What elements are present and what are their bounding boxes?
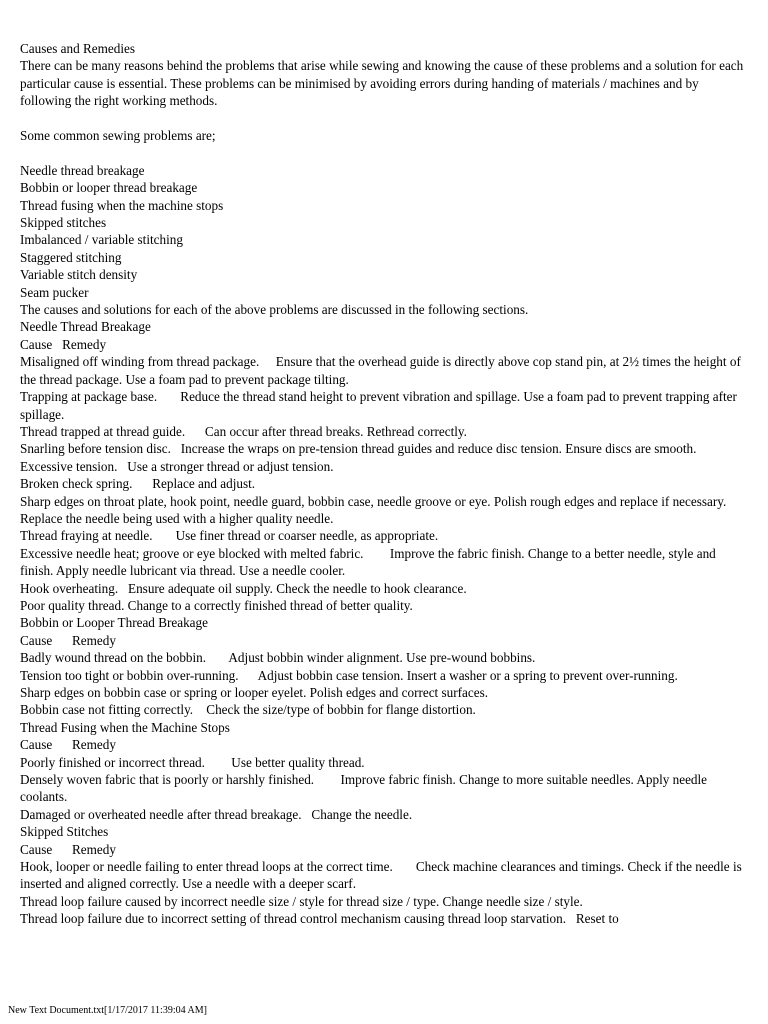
list-item: Thread fusing when the machine stops (20, 197, 224, 213)
document-heading: Causes and Remedies (20, 41, 135, 56)
cause-remedy-row: Thread loop failure caused by incorrect needle size / style for thread size / type. Change needle size / style. (20, 893, 583, 909)
spacer (20, 110, 748, 127)
list-item: Imbalanced / variable stitching (20, 232, 183, 248)
cause-remedy-row: Excessive needle heat; groove or eye blocked with melted fabric. Improve the fabric finish. Change to a better needle, style and finish. Apply needle lubricant via thread. Use a needle cooler. (20, 545, 720, 579)
cause-remedy-row: Hook overheating. Ensure adequate oil supply. Check the needle to hook clearance. (20, 580, 467, 596)
cause-remedy-row: Bobbin case not fitting correctly. Check the size/type of bobbin for flange distortion. (20, 702, 476, 718)
problem-list (20, 162, 748, 301)
list-item: Variable stitch density (20, 267, 138, 283)
cause-remedy-row: Damaged or overheated needle after thread breakage. Change the needle. (20, 806, 413, 822)
cause-remedy-row: Hook, looper or needle failing to enter thread loops at the correct time. Check machine clearances and timings. Check if the needle is inserted and aligned correctly. Use a needle with a deeper scarf. (20, 859, 746, 892)
cause-remedy-header: Cause Remedy (20, 632, 116, 648)
cause-remedy-row: Thread loop failure due to incorrect setting of thread control mechanism causing thread loop starvation. Reset to (20, 911, 619, 927)
cause-remedy-row: Snarling before tension disc. Increase the wraps on pre-tension thread guides and reduce disc tension. Ensure discs are smooth. (20, 441, 697, 457)
page-footer: New Text Document.txt[1/17/2017 11:39:04 AM] (8, 1005, 208, 1016)
cause-remedy-row: Misaligned off winding from thread package. Ensure that the overhead guide is directly above cop stand pin, at 2½ times the height of the thread package. Use a foam pad to prevent package tilting. (20, 354, 745, 387)
section-thread-fusing (20, 719, 748, 823)
cause-remedy-row: Thread trapped at thread guide. Can occur after thread breaks. Rethread correctly. (20, 423, 467, 439)
cause-remedy-row: Poor quality thread. Change to a correctly finished thread of better quality. (20, 597, 413, 613)
intro-paragraph: There can be many reasons behind the problems that arise while sewing and knowing the cause of these problems and a solution for each particular cause is essential. These problems can be minimised by avoiding errors during handing of materials / machines and by following the right working methods. (20, 58, 744, 109)
list-item: Staggered stitching (20, 249, 122, 265)
cause-remedy-row: Badly wound thread on the bobbin. Adjust bobbin winder alignment. Use pre-wound bobbins. (20, 650, 536, 666)
list-item: Bobbin or looper thread breakage (20, 180, 198, 196)
section-title: Needle Thread Breakage (20, 319, 151, 335)
cause-remedy-row: Broken check spring. Replace and adjust. (20, 476, 256, 492)
spacer (20, 144, 748, 161)
section-title: Thread Fusing when the Machine Stops (20, 719, 230, 735)
cause-remedy-row: Sharp edges on throat plate, hook point, needle guard, bobbin case, needle groove or eye. Polish rough edges and replace if necessary. Replace the needle being used with a higher quality needle. (20, 493, 730, 526)
cause-remedy-row: Poorly finished or incorrect thread. Use better quality thread. (20, 754, 365, 770)
cause-remedy-row: Tension too tight or bobbin over-running. Adjust bobbin case tension. Insert a washer or a spring to prevent over-running. (20, 667, 678, 683)
document-body (20, 40, 748, 928)
section-title: Bobbin or Looper Thread Breakage (20, 615, 208, 631)
transition-sentence: The causes and solutions for each of the above problems are discussed in the following sections. (20, 302, 529, 318)
cause-remedy-row: Trapping at package base. Reduce the thread stand height to prevent vibration and spillage. Use a foam pad to prevent trapping after spillage. (20, 389, 741, 422)
cause-remedy-row: Thread fraying at needle. Use finer thread or coarser needle, as appropriate. (20, 528, 439, 544)
cause-remedy-row: Sharp edges on bobbin case or spring or looper eyelet. Polish edges and correct surfaces. (20, 685, 489, 700)
common-problems-label: Some common sewing problems are; (20, 128, 216, 144)
section-needle-thread-breakage (20, 318, 748, 614)
section-bobbin-looper-thread-breakage (20, 614, 748, 718)
cause-remedy-row: Densely woven fabric that is poorly or harshly finished. Improve fabric finish. Change to more suitable needles. Apply needle coolants. (20, 772, 711, 805)
section-title: Skipped Stitches (20, 824, 109, 840)
cause-remedy-header: Cause Remedy (20, 841, 116, 857)
cause-remedy-header: Cause Remedy (20, 737, 116, 753)
cause-remedy-header: Cause Remedy (20, 336, 107, 352)
list-item: Skipped stitches (20, 215, 107, 231)
cause-remedy-row: Excessive tension. Use a stronger thread or adjust tension. (20, 458, 334, 474)
list-item: Needle thread breakage (20, 162, 145, 178)
list-item: Seam pucker (20, 284, 89, 300)
section-skipped-stitches (20, 823, 748, 927)
